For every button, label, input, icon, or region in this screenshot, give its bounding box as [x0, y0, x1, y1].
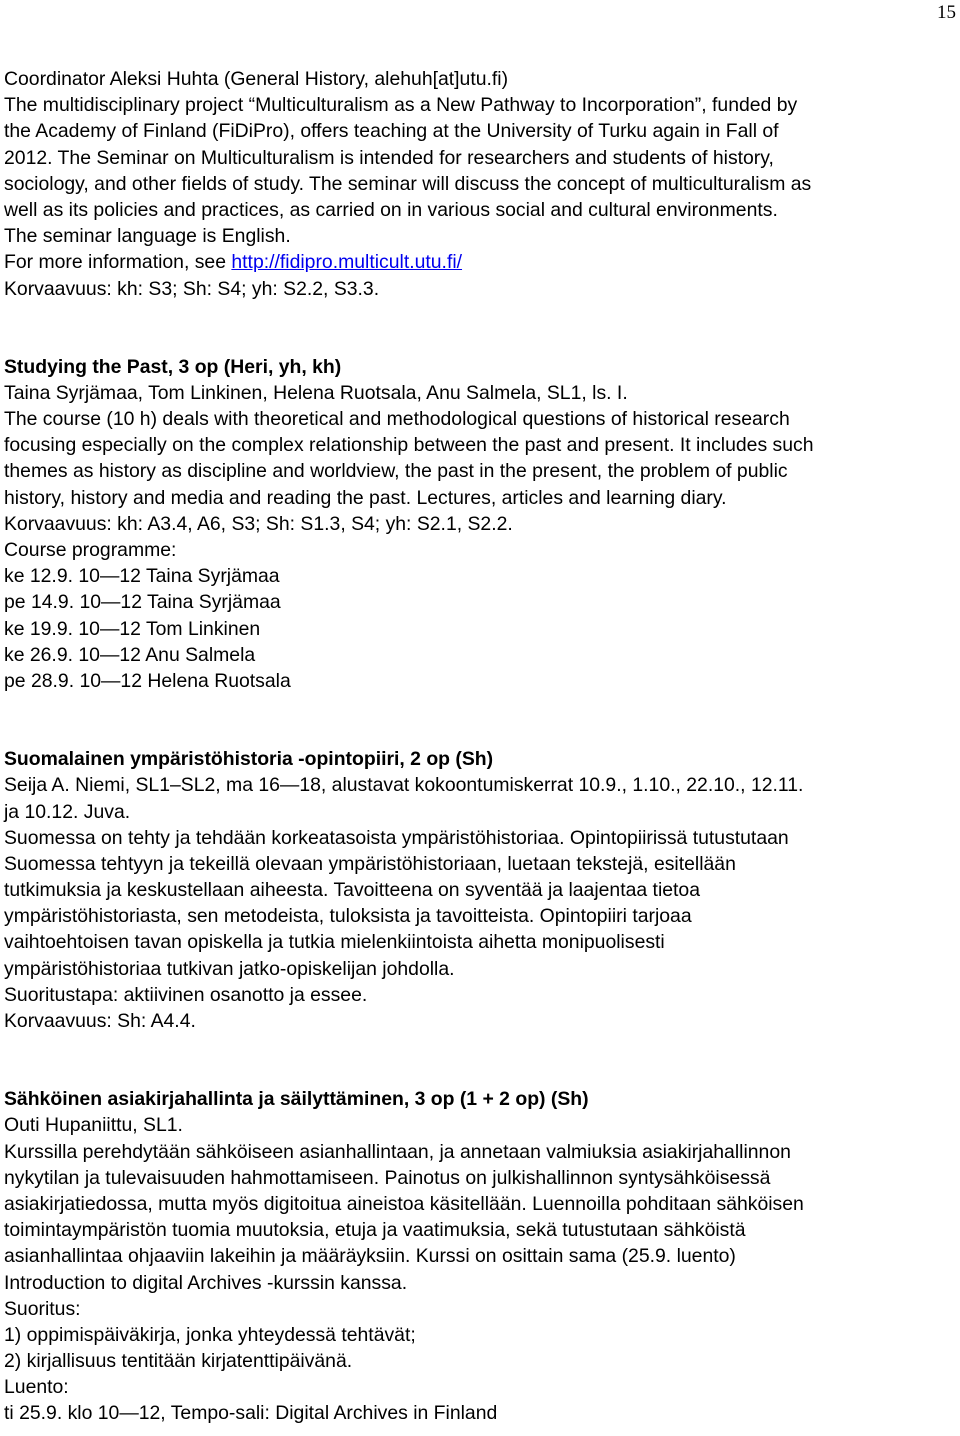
course-studying-the-past — [4, 354, 956, 694]
intro-text-line: the Academy of Finland (FiDiPro), offers teaching at the University of Turku again in Fall of — [4, 120, 779, 143]
course-description-line: focusing especially on the complex relationship between the past and present. It includes such — [4, 434, 814, 457]
intro-text-line: 2012. The Seminar on Multiculturalism is intended for researchers and students of history, — [4, 146, 774, 169]
programme-item: ke 26.9. 10—12 Anu Salmela — [4, 643, 256, 666]
course-description-line: asianhallintaa ohjaaviin lakeihin ja määräyksiin. Kurssi on osittain sama (25.9. luento) — [4, 1245, 736, 1268]
suoritus-item: 1) oppimispäiväkirja, jonka yhteydessä tehtävät; — [4, 1323, 416, 1346]
course-suoritustapa: Suoritustapa: aktiivinen osanotto ja essee. — [4, 983, 368, 1006]
programme-item: ke 19.9. 10—12 Tom Linkinen — [4, 617, 261, 640]
course-ymparistohistoria — [4, 746, 956, 1034]
intro-text-line: The multidisciplinary project “Multiculturalism as a New Pathway to Incorporation”, funded by — [4, 94, 798, 117]
programme-item: pe 14.9. 10—12 Taina Syrjämaa — [4, 591, 281, 614]
more-info-prefix: For more information, see — [4, 251, 232, 274]
course-description-line: Suomessa tehtyyn ja tekeillä olevaan ympäristöhistoriaan, luetaan tekstejä, esitellään — [4, 852, 736, 875]
course-luento-label: Luento: — [4, 1376, 69, 1399]
more-info-line — [4, 249, 956, 275]
course-description-line: toimintaympäristön tuomia muutoksia, etuja ja vaatimuksia, sekä tutustutaan sähköistä — [4, 1219, 746, 1242]
spacer — [4, 302, 956, 354]
intro-coordinator: Coordinator Aleksi Huhta (General History, alehuh[at]utu.fi) — [4, 68, 509, 90]
intro-paragraph — [4, 66, 956, 302]
course-programme-label: Course programme: — [4, 539, 177, 561]
course-teacher: Outi Hupaniittu, SL1. — [4, 1114, 183, 1137]
course-korvaavuus: Korvaavuus: Sh: A4.4. — [4, 1010, 196, 1032]
course-teacher-schedule: ja 10.12. Juva. — [4, 800, 131, 823]
course-teachers: Taina Syrjämaa, Tom Linkinen, Helena Ruotsala, Anu Salmela, SL1, ls. I. — [4, 381, 628, 404]
course-description-line: vaihtoehtoisen tavan opiskella ja tutkia mielenkiintoista aihetta monipuolisesti — [4, 931, 665, 954]
course-description-line: Kurssilla perehdytään sähköiseen asianhallintaan, ja annetaan valmiuksia asiakirjahallinnon — [4, 1140, 791, 1163]
document-body — [4, 66, 956, 1427]
programme-item: pe 28.9. 10—12 Helena Ruotsala — [4, 669, 291, 692]
fidipro-link[interactable]: http://fidipro.multicult.utu.fi/ — [231, 251, 463, 274]
course-description-line: Suomessa on tehty ja tehdään korkeatasoista ympäristöhistoriaa. Opintopiirissä tutustutaan — [4, 826, 789, 849]
intro-korvaavuus: Korvaavuus: kh: S3; Sh: S4; yh: S2.2, S3.3. — [4, 277, 380, 300]
course-description-line: ympäristöhistoriaa tutkivan jatko-opiskelijan johdolla. — [4, 957, 455, 980]
course-luento: ti 25.9. klo 10—12, Tempo-sali: Digital Archives in Finland — [4, 1402, 498, 1425]
spacer — [4, 1034, 956, 1086]
intro-text-line: sociology, and other fields of study. The seminar will discuss the concept of multiculturalism as — [4, 172, 812, 195]
spacer — [4, 694, 956, 746]
course-description-line: asiakirjatiedossa, mutta myös digitoitua aineistoa käsitellään. Luennoilla pohditaan sähköisen — [4, 1192, 804, 1215]
course-description-line: tutkimuksia ja keskustellaan aiheesta. Tavoitteena on syventää ja laajentaa tietoa — [4, 879, 700, 902]
course-teacher-schedule: Seija A. Niemi, SL1–SL2, ma 16—18, alustavat kokoontumiskerrat 10.9., 1.10., 22.10., 12.11. — [4, 774, 804, 797]
course-title: Suomalainen ympäristöhistoria -opintopiiri, 2 op (Sh) — [4, 748, 494, 771]
intro-language: The seminar language is English. — [4, 225, 291, 248]
course-title: Studying the Past, 3 op (Heri, yh, kh) — [4, 355, 342, 378]
course-description-line: The course (10 h) deals with theoretical and methodological questions of historical research — [4, 408, 790, 431]
course-sahkoinen-asiakirjahallinta — [4, 1086, 956, 1426]
course-korvaavuus: Korvaavuus: kh: A3.4, A6, S3; Sh: S1.3, S4; yh: S2.1, S2.2. — [4, 512, 513, 535]
course-description-line: ympäristöhistoriasta, sen metodeista, tuloksista ja tavoitteista. Opintopiiri tarjoaa — [4, 905, 692, 928]
course-title: Sähköinen asiakirjahallinta ja säilyttäminen, 3 op (1 + 2 op) (Sh) — [4, 1088, 589, 1111]
course-description-line: Introduction to digital Archives -kurssin kanssa. — [4, 1271, 408, 1294]
intro-text-line: well as its policies and practices, as carried on in various social and cultural environments. — [4, 198, 778, 221]
suoritus-item: 2) kirjallisuus tentitään kirjatenttipäivänä. — [4, 1350, 353, 1373]
programme-item: ke 12.9. 10—12 Taina Syrjämaa — [4, 565, 280, 588]
course-description-line: history, history and media and reading the past. Lectures, articles and learning diary. — [4, 486, 727, 509]
course-suoritus-label: Suoritus: — [4, 1297, 81, 1320]
course-description-line: nykytilan ja tulevaisuuden hahmottamiseen. Painotus on julkishallinnon syntysähköisessä — [4, 1166, 771, 1189]
course-description-line: themes as history as discipline and worldview, the past in the present, the problem of public — [4, 460, 788, 483]
page-number: 15 — [937, 2, 956, 23]
